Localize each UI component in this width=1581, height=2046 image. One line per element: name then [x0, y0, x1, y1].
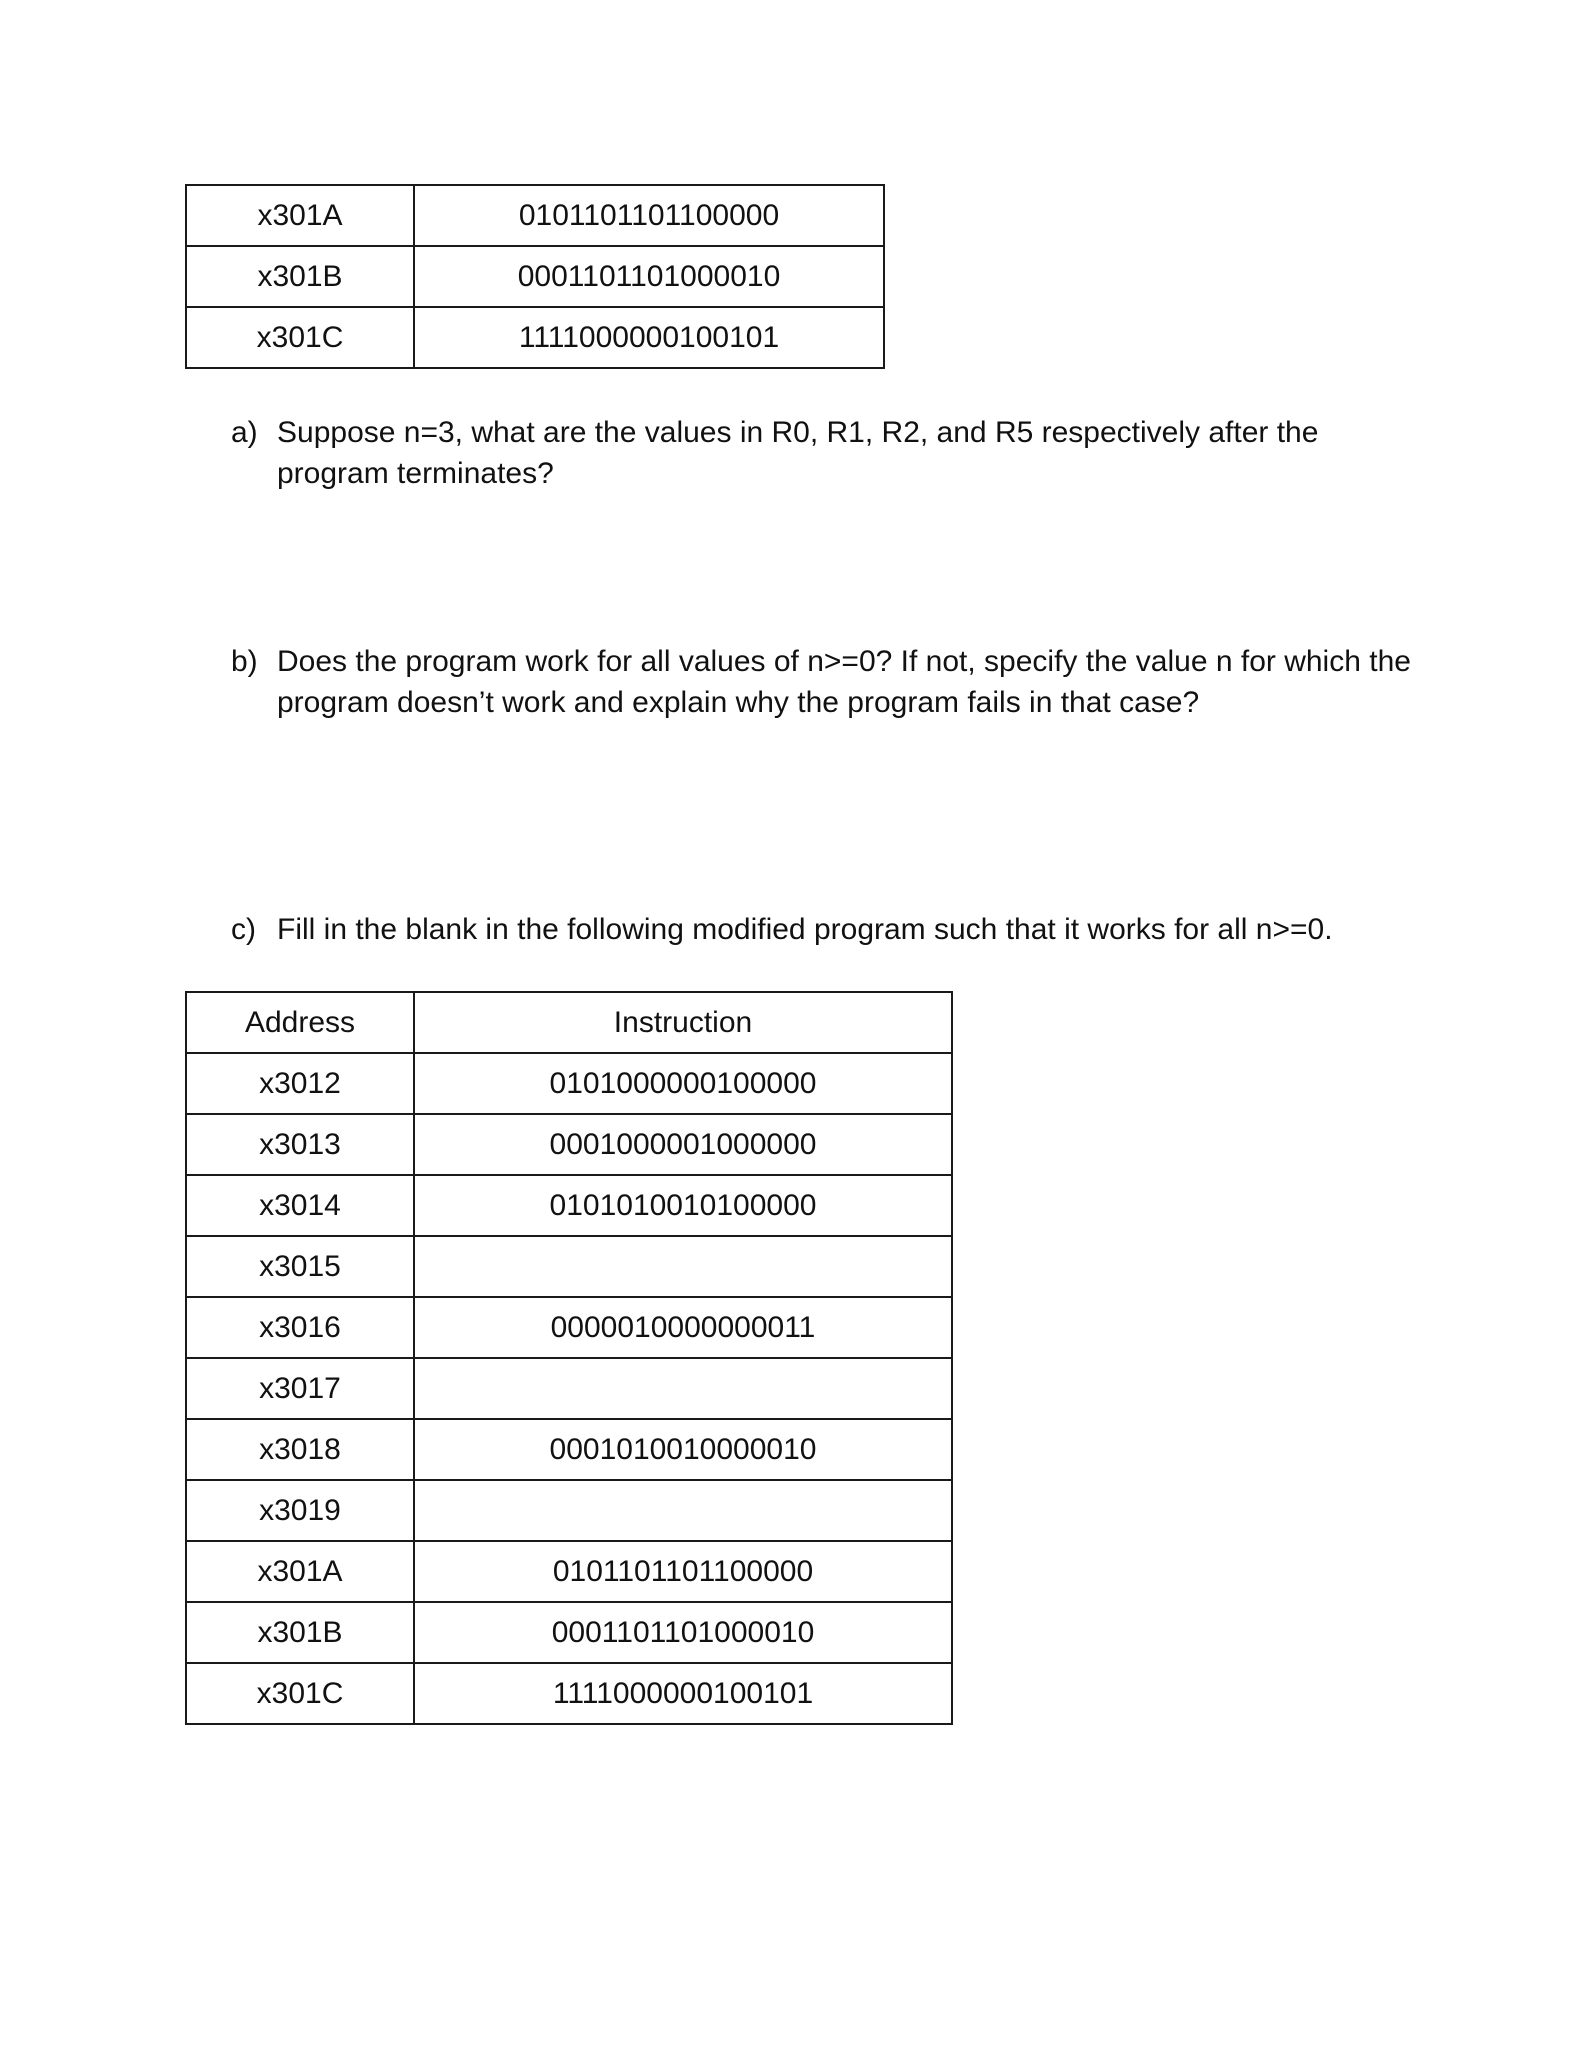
- question-label: a): [231, 416, 258, 449]
- question-a: [231, 412, 1411, 494]
- table-row: [186, 1114, 952, 1175]
- instruction-cell: 0000010000000011: [414, 1297, 952, 1358]
- modified-program-table: [185, 991, 953, 1725]
- instruction-header: Instruction: [414, 992, 952, 1053]
- table-row: [186, 185, 884, 246]
- table-row: [186, 1236, 952, 1297]
- table-row: [186, 1541, 952, 1602]
- address-cell: x3012: [186, 1053, 414, 1114]
- table-row: [186, 1480, 952, 1541]
- table-row: [186, 1175, 952, 1236]
- blank-instruction-cell: [414, 1358, 952, 1419]
- address-cell: x3013: [186, 1114, 414, 1175]
- question-b: [231, 641, 1411, 723]
- address-cell: x3016: [186, 1297, 414, 1358]
- table-row: [186, 246, 884, 307]
- question-label: b): [231, 645, 258, 678]
- table-row: [186, 1297, 952, 1358]
- table-row: [186, 1053, 952, 1114]
- address-cell: x301B: [186, 1602, 414, 1663]
- question-text: Fill in the blank in the following modified program such that it works for all n>=0.: [277, 913, 1333, 946]
- instruction-cell: 0001101101000010: [414, 246, 884, 307]
- address-header: Address: [186, 992, 414, 1053]
- instruction-cell: 0101101101100000: [414, 185, 884, 246]
- question-text: Suppose n=3, what are the values in R0, R1, R2, and R5 respectively after the program terminates?: [277, 416, 1319, 490]
- address-cell: x301B: [186, 246, 414, 307]
- address-cell: x301C: [186, 1663, 414, 1724]
- instruction-cell: 0101000000100000: [414, 1053, 952, 1114]
- blank-instruction-cell: [414, 1236, 952, 1297]
- instruction-cell: 0101010010100000: [414, 1175, 952, 1236]
- blank-instruction-cell: [414, 1480, 952, 1541]
- table-row: [186, 1602, 952, 1663]
- address-cell: x301A: [186, 185, 414, 246]
- table-row: [186, 307, 884, 368]
- instruction-cell: 0001101101000010: [414, 1602, 952, 1663]
- table-row: [186, 1358, 952, 1419]
- address-cell: x3019: [186, 1480, 414, 1541]
- continued-program-table: [185, 184, 885, 369]
- address-cell: x3017: [186, 1358, 414, 1419]
- address-cell: x301C: [186, 307, 414, 368]
- address-cell: x3014: [186, 1175, 414, 1236]
- address-cell: x3015: [186, 1236, 414, 1297]
- address-cell: x3018: [186, 1419, 414, 1480]
- table-row: [186, 1419, 952, 1480]
- instruction-cell: 0001000001000000: [414, 1114, 952, 1175]
- instruction-cell: 0101101101100000: [414, 1541, 952, 1602]
- table-row: [186, 1663, 952, 1724]
- instruction-cell: 0001010010000010: [414, 1419, 952, 1480]
- question-c: [231, 909, 1411, 950]
- instruction-cell: 1111000000100101: [414, 307, 884, 368]
- table-header-row: [186, 992, 952, 1053]
- instruction-cell: 1111000000100101: [414, 1663, 952, 1724]
- address-cell: x301A: [186, 1541, 414, 1602]
- question-text: Does the program work for all values of n>=0? If not, specify the value n for which the program doesn’t work and explain why the program fails in that case?: [277, 645, 1411, 719]
- question-label: c): [231, 913, 256, 946]
